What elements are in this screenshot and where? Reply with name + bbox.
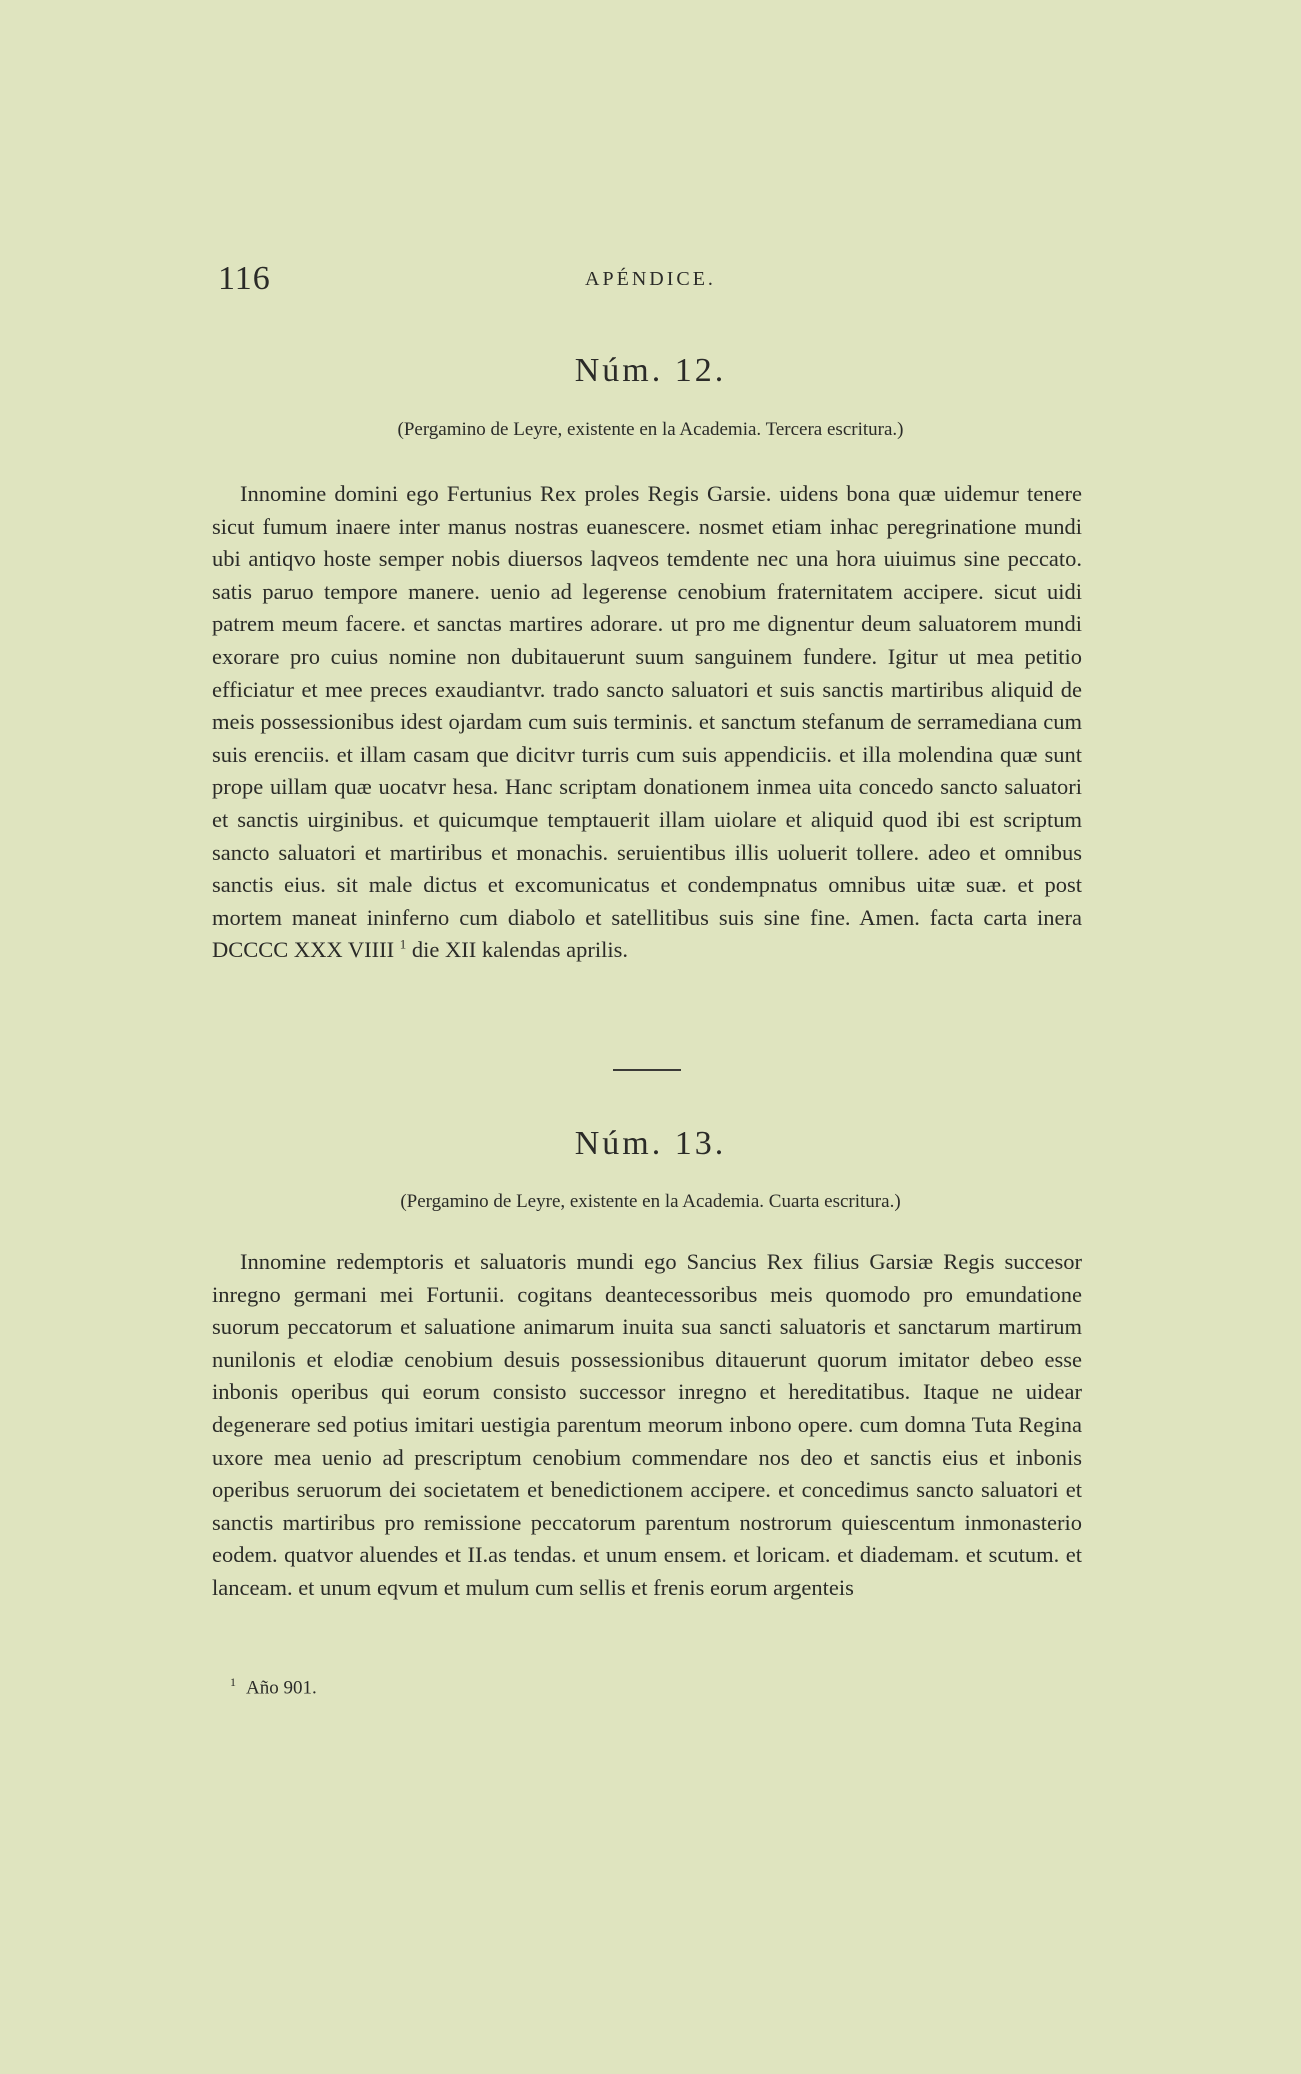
document-13-text: Innomine redemptoris et saluatoris mundi ego Sancius Rex filius Garsiæ Regis succesor inregno germani mei Fortunii. cogitans deantecessoribus meis quomodo pro emundatione suorum peccatorum et saluatione animarum inuita sua sancti saluatoris et sanctarum martirum nunilonis et elodiæ cenobium desuis possessionibus ditauerunt quorum imitator debeo esse inbonis operibus qui eorum consisto successor inregno et hereditatibus. Itaque ne uidear degenerare sed potius imitari uestigia parentum meorum inbono opere. cum domna Tuta Regina uxore mea uenio ad prescriptum cenobium commendare nos deo et sanctis eius et inbonis operibus seruorum dei societatem et benedictionem accipere. et concedimus sancto saluatori et sanctis martiribus pro remissione peccatorum parentum nostrorum quiescentum inmonasterio eodem. quatvor aluendes et II.as tendas. et unum ensem. et loricam. et diademam. et scutum. et lanceam. et unum eqvum et mulum cum sellis et frenis eorum argenteis: [212, 1249, 1082, 1600]
running-title: APÉNDICE.: [585, 268, 716, 290]
document-12-heading: Núm. 12.: [574, 352, 727, 389]
footnote-text: Año 901.: [246, 1677, 317, 1699]
document-12-body: Innomine domini ego Fertunius Rex proles Regis Garsie. uidens bona quæ uidemur tenere sicut fumum inaere inter manus nostras euanescere. nosmet etiam inhac peregrinatione mundi ubi antiqvo hoste semper nobis diuersos laqveos temdente nec una hora uiuimus sine peccato. satis paruo tempore manere. uenio ad legerense cenobium fraternitatem accipere. sicut uidi patrem meum facere. et sanctas martires adorare. ut pro me dignentur deum saluatorem mundi exorare pro cuius nomine non dubitauerunt suum sanguinem fundere. Igitur ut mea petitio efficiatur et mee preces exaudiantvr. trado sancto saluatori et suis sanctis martiribus aliquid de meis possessionibus idest ojardam cum suis terminis. et sanctum stefanum de serramediana cum suis erenciis. et illam casam que dicitvr turris cum suis appendiciis. et illa molendina quæ sunt prope uillam quæ uocatvr hesa. Hanc scriptam donationem inmea uita concedo sancto saluatori et sanctis uirginibus. et quicumque temptauerit illam uiolare et aliquid quod ibi est scriptum sancto saluatori et martiribus et monachis. seruientibus illis uoluerit tollere. adeo et omnibus sanctis eius. sit male dictus et excomunicatus et condempnatus omnibus uitæ suæ. et post mortem maneat ininferno cum diabolo et satellitibus suis sine fine. Amen. facta carta inera DCCCC XXX VIIII: [212, 481, 1082, 963]
document-12-text: [212, 478, 1082, 967]
document-13-heading: Núm. 13.: [574, 1125, 727, 1162]
footnote-number: 1: [230, 1675, 236, 1689]
section-separator: [613, 1069, 681, 1071]
document-12-source: (Pergamino de Leyre, existente en la Academia. Tercera escritura.): [397, 419, 904, 440]
page-number: 116: [218, 260, 271, 297]
document-12-body-end: die XII kalendas aprilis.: [411, 937, 629, 963]
footnote-marker: 1: [399, 936, 407, 952]
document-13-source: (Pergamino de Leyre, existente en la Academia. Cuarta escritura.): [400, 1191, 901, 1212]
footnote: [230, 1675, 317, 1699]
